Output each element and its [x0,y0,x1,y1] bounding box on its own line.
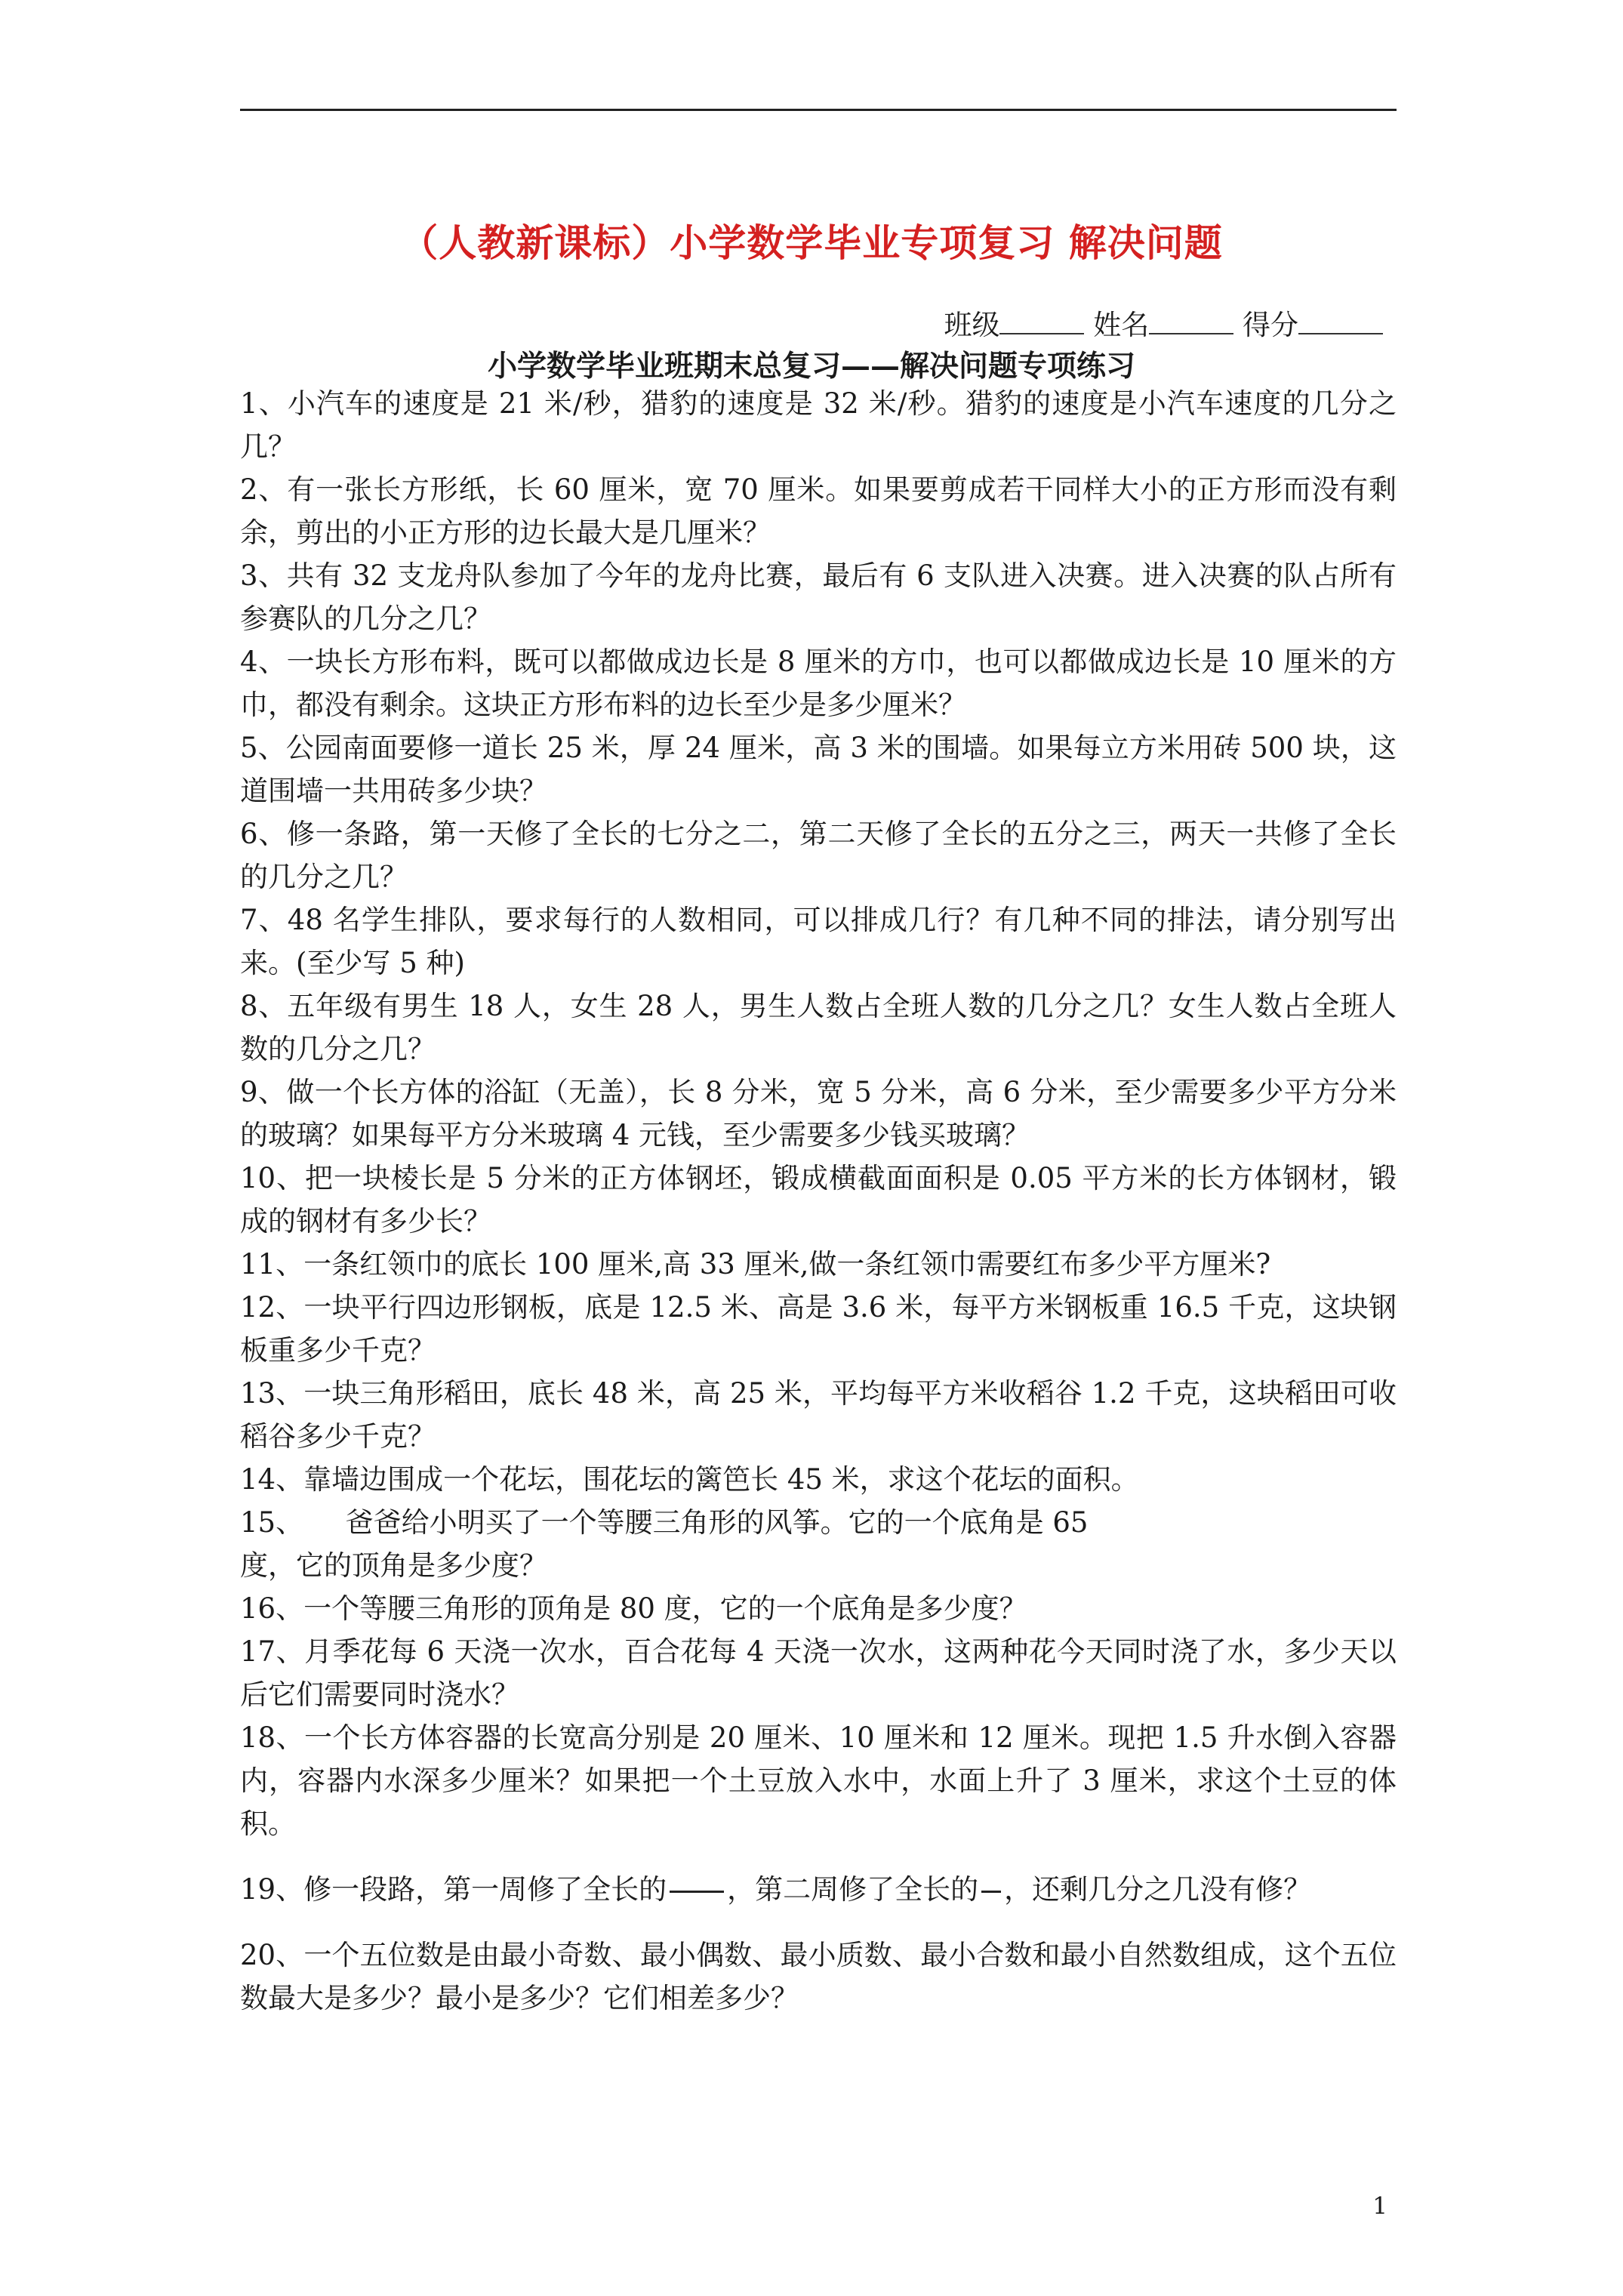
class-blank[interactable] [999,307,1084,334]
question-item: 17、月季花每 6 天浇一次水，百合花每 4 天浇一次水，这两种花今天同时浇了水，多少天以后它们需要同时浇水？ [240,1635,1397,1711]
header-rule [240,109,1397,111]
question-item: 3、共有 32 支龙舟队参加了今年的龙舟比赛，最后有 6 支队进入决赛。进入决赛的队占所有参赛队的几分之几？ [240,559,1397,635]
question-item: 10、把一块棱长是 5 分米的正方体钢坯，锻成横截面面积是 0.05 平方米的长方体钢材，锻成的钢材有多少长？ [240,1162,1397,1237]
question-item-19 [240,1868,1397,1911]
question-item: 12、一块平行四边形钢板，底是 12.5 米、高是 3.6 米，每平方米钢板重 16.5 千克，这块钢板重多少千克？ [240,1291,1397,1367]
score-blank[interactable] [1298,307,1383,334]
question-list [240,382,1397,2020]
question-item: 13、一块三角形稻田，底长 48 米，高 25 米，平均每平方米收稻谷 1.2 千克，这块稻田可收稻谷多少千克？ [240,1377,1397,1453]
name-blank[interactable] [1149,307,1233,334]
fraction-placeholder [670,1891,724,1893]
question-item: 16、一个等腰三角形的顶角是 80 度，它的一个底角是多少度？ [240,1592,1027,1625]
q19-text-part3: ，还剩几分之几没有修？ [1004,1873,1312,1906]
question-item: 4、一块长方形布料，既可以都做成边长是 8 厘米的方巾，也可以都做成边长是 10 厘米的方巾，都没有剩余。这块正方形布料的边长至少是多少厘米？ [240,646,1397,721]
question-item: 11、一条红领巾的底长 100 厘米,高 33 厘米,做一条红领巾需要红布多少平方厘米? [240,1248,1271,1281]
q19-text-part2: ，第二周修了全长的 [727,1873,979,1906]
q19-text-part1: 19、修一段路，第一周修了全长的 [240,1873,667,1906]
question-item: 20、一个五位数是由最小奇数、最小偶数、最小质数、最小合数和最小自然数组成，这个五位数最大是多少？最小是多少？它们相差多少？ [240,1939,1397,2014]
question-item-continuation: 度，它的顶角是多少度？ [240,1549,547,1582]
student-info-line [944,302,1383,343]
question-item: 14、靠墙边围成一个花坛，围花坛的篱笆长 45 米，求这个花坛的面积。 [240,1463,1139,1496]
class-label: 班级 [944,309,1000,341]
question-item: 5、公园南面要修一道长 25 米，厚 24 厘米，高 3 米的围墙。如果每立方米用砖 500 块，这道围墙一共用砖多少块？ [240,732,1397,807]
document-title: （人教新课标）小学数学毕业专项复习 解决问题 [400,220,1223,265]
score-label: 得分 [1243,309,1298,341]
question-item: 6、修一条路，第一天修了全长的七分之二，第二天修了全长的五分之三，两天一共修了全长的几分之几？ [240,818,1397,893]
question-item: 8、五年级有男生 18 人，女生 28 人，男生人数占全班人数的几分之几？女生人数占全班人数的几分之几？ [240,990,1397,1065]
question-item: 1、小汽车的速度是 21 米/秒，猎豹的速度是 32 米/秒。猎豹的速度是小汽车速度的几分之几？ [240,387,1397,463]
question-item: 9、做一个长方体的浴缸（无盖），长 8 分米，宽 5 分米，高 6 分米，至少需要多少平方分米的玻璃？如果每平方分米玻璃 4 元钱，至少需要多少钱买玻璃？ [240,1076,1397,1151]
question-item: 2、有一张长方形纸，长 60 厘米，宽 70 厘米。如果要剪成若干同样大小的正方形而没有剩余，剪出的小正方形的边长最大是几厘米？ [240,473,1397,549]
question-item: 18、一个长方体容器的长宽高分别是 20 厘米、10 厘米和 12 厘米。现把 1.5 升水倒入容器内，容器内水深多少厘米？如果把一个土豆放入水中，水面上升了 3 厘米，求这个土豆的体积。 [240,1721,1397,1840]
question-item: 7、48 名学生排队，要求每行的人数相同，可以排成几行？有几种不同的排法，请分别写出来。(至少写 5 种) [240,904,1397,979]
name-label: 姓名 [1093,309,1150,341]
fraction-placeholder [981,1891,1001,1893]
section-subtitle: 小学数学毕业班期末总复习——解决问题专项练习 [487,349,1135,384]
question-item: 15、 爸爸给小明买了一个等腰三角形的风筝。它的一个底角是 65 [240,1506,1089,1539]
page-number: 1 [1372,2193,1387,2220]
